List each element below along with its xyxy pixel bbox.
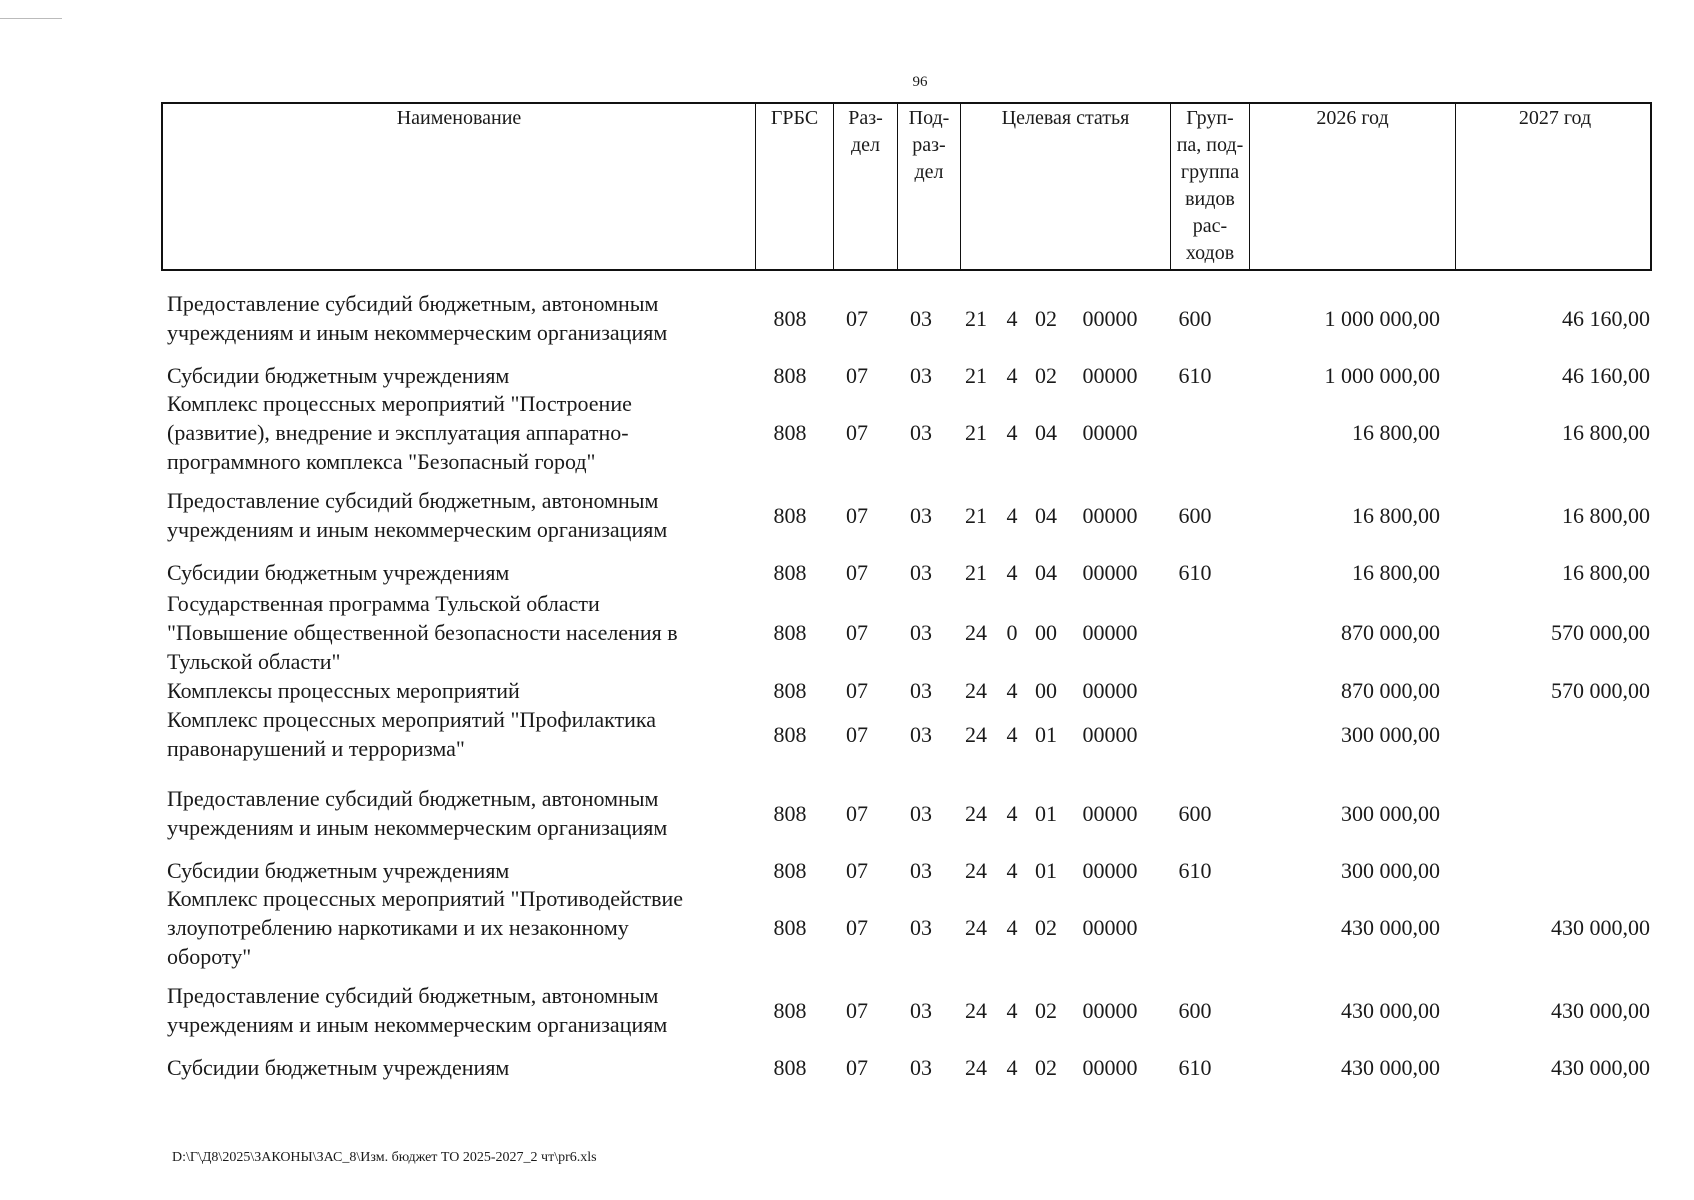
cell-y2027: 570 000,00 [1551,678,1650,703]
cell-vr: 610 [1178,1055,1212,1080]
cell-grbs: 808 [773,997,807,1023]
header-razdel: Раз- дел [833,104,897,269]
row-name: Комплексы процессных мероприятий [167,678,520,703]
cell-grbs: 808 [773,858,807,883]
cell-t4: 00000 [1082,560,1138,585]
cell-y2027: 430 000,00 [1551,1055,1650,1080]
table-row [0,884,1694,971]
table-row [0,856,1694,885]
cell-t3: 00 [1035,620,1057,645]
cell-t1: 21 [965,560,987,585]
row-name: Комплекс процессных мероприятий "Построение (развитие), внедрение и эксплуатация аппаратно- программного комплекса "Безопасный город" [167,391,632,474]
table-row [0,289,1694,347]
row-name: Комплекс процессных мероприятий "Противодействие злоупотреблению наркотиками и их незаконному обороту" [167,886,684,969]
cell-y2026: 16 800,00 [1352,420,1440,445]
cell-rz: 07 [846,721,868,747]
row-name: Предоставление субсидий бюджетным, автономным учреждениям и иным некоммерческим организациям [167,983,668,1037]
table-row [0,361,1694,390]
cell-t3: 04 [1035,560,1057,585]
cell-y2026: 16 800,00 [1352,502,1440,528]
cell-y2027: 46 160,00 [1562,363,1650,388]
cell-t3: 04 [1035,420,1057,445]
cell-rz: 07 [846,620,868,645]
table-row [0,981,1694,1039]
header-2026: 2026 год [1249,104,1455,269]
cell-rz: 07 [846,363,868,388]
cell-pr: 03 [910,363,932,388]
cell-t3: 02 [1035,305,1057,331]
cell-t3: 02 [1035,997,1057,1023]
cell-t1: 24 [965,1055,987,1080]
cell-grbs: 808 [773,502,807,528]
cell-rz: 07 [846,1055,868,1080]
table-row [0,676,1694,705]
table-header [161,102,1652,271]
cell-y2027: 16 800,00 [1562,420,1650,445]
cell-rz: 07 [846,800,868,826]
cell-vr: 600 [1178,502,1212,528]
cell-grbs: 808 [773,305,807,331]
cell-y2027: 430 000,00 [1551,915,1650,940]
table-row [0,589,1694,676]
row-name: Предоставление субсидий бюджетным, автономным учреждениям и иным некоммерческим организациям [167,488,668,542]
cell-t4: 00000 [1082,1055,1138,1080]
cell-t1: 24 [965,678,987,703]
cell-rz: 07 [846,678,868,703]
corner-mark [0,18,62,19]
cell-y2026: 430 000,00 [1341,915,1440,940]
cell-y2026: 430 000,00 [1341,997,1440,1023]
cell-t4: 00000 [1082,721,1138,747]
cell-pr: 03 [910,502,932,528]
cell-grbs: 808 [773,800,807,826]
cell-grbs: 808 [773,1055,807,1080]
row-name: Субсидии бюджетным учреждениям [167,363,510,388]
cell-t2: 4 [1006,363,1018,388]
cell-t4: 00000 [1082,502,1138,528]
cell-t3: 04 [1035,502,1057,528]
cell-t2: 4 [1006,560,1018,585]
cell-t2: 4 [1006,858,1018,883]
cell-rz: 07 [846,305,868,331]
cell-t2: 4 [1006,420,1018,445]
cell-pr: 03 [910,560,932,585]
cell-y2026: 16 800,00 [1352,560,1440,585]
cell-vr: 600 [1178,305,1212,331]
cell-t1: 24 [965,721,987,747]
cell-t2: 4 [1006,305,1018,331]
cell-rz: 07 [846,915,868,940]
cell-t4: 00000 [1082,363,1138,388]
header-podrazdel: Под- раз- дел [897,104,960,269]
cell-y2026: 300 000,00 [1341,858,1440,883]
cell-y2026: 870 000,00 [1341,620,1440,645]
cell-y2026: 300 000,00 [1341,800,1440,826]
row-name: Государственная программа Тульской области "Повышение общественной безопасности населения в Тульской области" [167,591,678,674]
cell-t2: 4 [1006,678,1018,703]
cell-grbs: 808 [773,678,807,703]
cell-t2: 4 [1006,721,1018,747]
cell-pr: 03 [910,721,932,747]
cell-t2: 4 [1006,800,1018,826]
cell-pr: 03 [910,620,932,645]
cell-grbs: 808 [773,560,807,585]
cell-vr: 610 [1178,363,1212,388]
cell-t1: 24 [965,620,987,645]
header-2027: 2027 год [1455,104,1654,269]
row-name: Субсидии бюджетным учреждениям [167,858,510,883]
cell-t1: 24 [965,800,987,826]
cell-rz: 07 [846,858,868,883]
cell-t4: 00000 [1082,915,1138,940]
header-target: Целевая статья [960,104,1170,269]
cell-grbs: 808 [773,721,807,747]
cell-t3: 00 [1035,678,1057,703]
cell-t4: 00000 [1082,678,1138,703]
cell-t4: 00000 [1082,858,1138,883]
cell-rz: 07 [846,420,868,445]
cell-grbs: 808 [773,620,807,645]
cell-t2: 4 [1006,915,1018,940]
cell-t1: 21 [965,305,987,331]
cell-vr: 610 [1178,560,1212,585]
cell-pr: 03 [910,1055,932,1080]
row-name: Предоставление субсидий бюджетным, автономным учреждениям и иным некоммерческим организациям [167,786,668,840]
header-name: Наименование [396,107,522,129]
cell-pr: 03 [910,305,932,331]
table-row [0,784,1694,842]
cell-t4: 00000 [1082,997,1138,1023]
row-name: Субсидии бюджетным учреждениям [167,560,510,585]
cell-pr: 03 [910,420,932,445]
cell-pr: 03 [910,858,932,883]
row-name: Предоставление субсидий бюджетным, автономным учреждениям и иным некоммерческим организациям [167,291,668,345]
row-name: Субсидии бюджетным учреждениям [167,1055,510,1080]
cell-t3: 01 [1035,858,1057,883]
cell-t1: 21 [965,420,987,445]
cell-vr: 610 [1178,858,1212,883]
cell-vr: 600 [1178,800,1212,826]
cell-y2027: 16 800,00 [1562,560,1650,585]
cell-t1: 21 [965,363,987,388]
cell-t2: 4 [1006,1055,1018,1080]
cell-t4: 00000 [1082,800,1138,826]
cell-rz: 07 [846,502,868,528]
cell-t1: 24 [965,997,987,1023]
cell-y2026: 300 000,00 [1341,721,1440,747]
cell-pr: 03 [910,678,932,703]
cell-t4: 00000 [1082,420,1138,445]
table-row [0,1053,1694,1082]
cell-y2026: 430 000,00 [1341,1055,1440,1080]
cell-t3: 01 [1035,800,1057,826]
cell-t2: 0 [1006,620,1018,645]
cell-t1: 24 [965,858,987,883]
table-row [0,389,1694,476]
cell-rz: 07 [846,560,868,585]
cell-pr: 03 [910,915,932,940]
cell-t4: 00000 [1082,305,1138,331]
cell-y2027: 16 800,00 [1562,502,1650,528]
cell-pr: 03 [910,997,932,1023]
cell-y2027: 430 000,00 [1551,997,1650,1023]
cell-rz: 07 [846,997,868,1023]
cell-t1: 24 [965,915,987,940]
header-group: Груп- па, под- группа видов рас- ходов [1170,104,1249,269]
cell-t4: 00000 [1082,620,1138,645]
cell-pr: 03 [910,800,932,826]
cell-y2026: 1 000 000,00 [1324,363,1440,388]
cell-t3: 02 [1035,1055,1057,1080]
cell-t2: 4 [1006,997,1018,1023]
table-row [0,705,1694,763]
cell-t1: 21 [965,502,987,528]
cell-y2027: 570 000,00 [1551,620,1650,645]
cell-t3: 02 [1035,915,1057,940]
cell-t3: 02 [1035,363,1057,388]
row-name: Комплекс процессных мероприятий "Профилактика правонарушений и терроризма" [167,707,657,761]
table-row [0,558,1694,587]
cell-grbs: 808 [773,420,807,445]
cell-vr: 600 [1178,997,1212,1023]
page-number: 96 [912,74,928,90]
cell-grbs: 808 [773,915,807,940]
cell-t2: 4 [1006,502,1018,528]
cell-grbs: 808 [773,363,807,388]
cell-t3: 01 [1035,721,1057,747]
table-row [0,486,1694,544]
header-grbs: ГРБС [755,104,833,269]
footer-file-path: D:\Г\Д8\2025\ЗАКОНЫ\ЗАС_8\Изм. бюджет ТО 2025-2027_2 чт\pr6.xls [172,1150,597,1165]
cell-y2026: 1 000 000,00 [1324,305,1440,331]
cell-y2026: 870 000,00 [1341,678,1440,703]
cell-y2027: 46 160,00 [1562,305,1650,331]
